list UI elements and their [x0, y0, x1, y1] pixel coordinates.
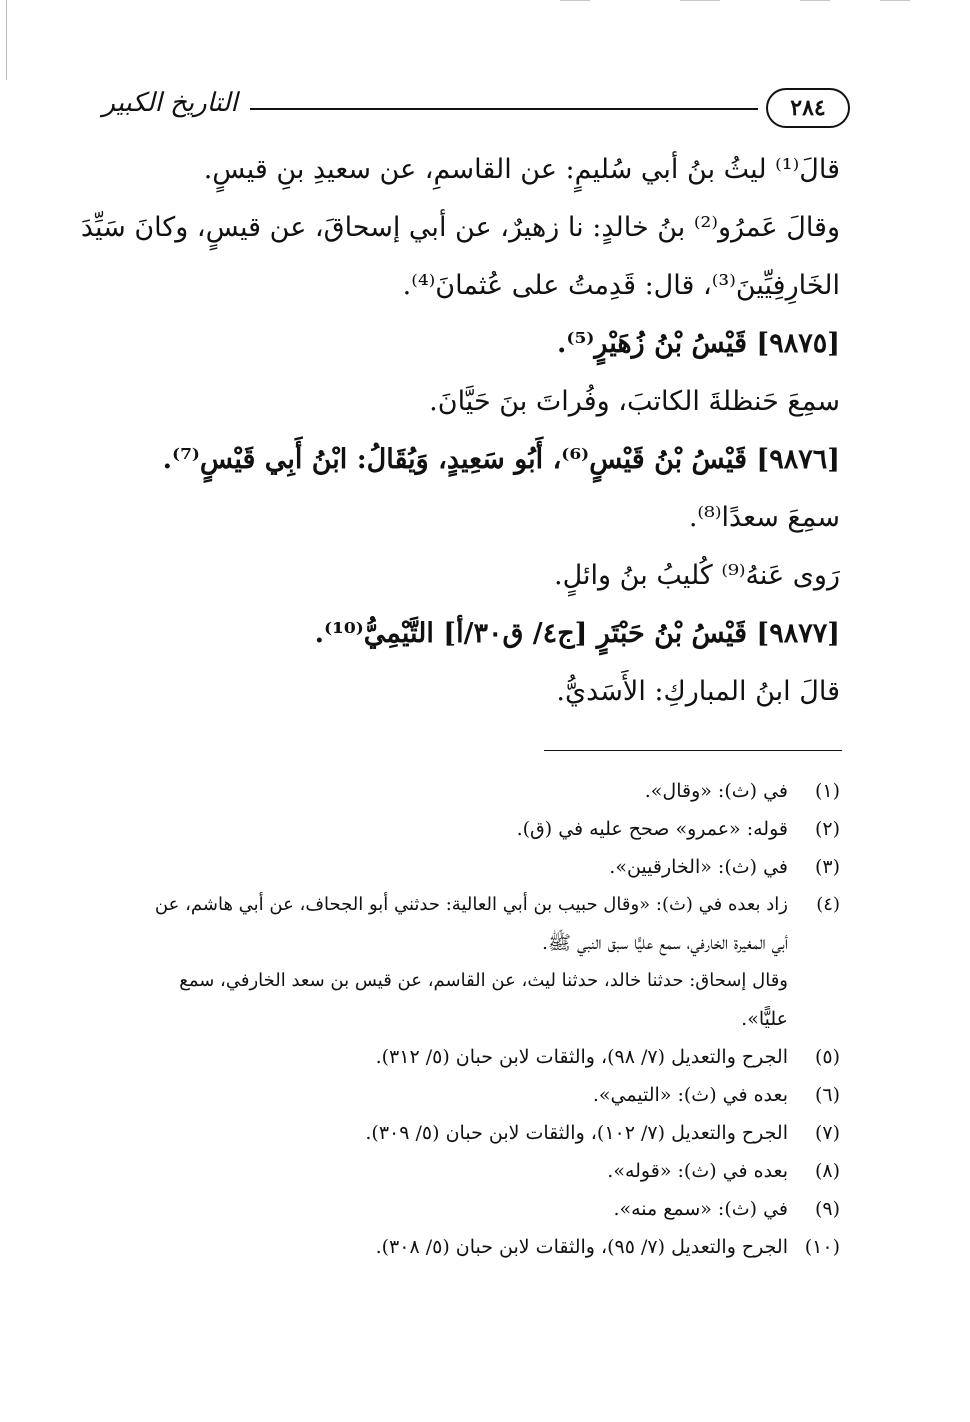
- footnote-mark: (٦): [814, 1084, 840, 1106]
- footnote-text: بعده في (ث): «التيمي».: [592, 1084, 788, 1106]
- footnote-text: الجرح والتعديل (٧/ ٩٥)، والثقات لابن حبان (٥/ ٣٠٨).: [375, 1236, 788, 1258]
- footnote-mark: (٢): [814, 818, 840, 840]
- text-line: قالَ ابنُ المباركِ: الأَسَديُّ.: [556, 676, 840, 707]
- footnote-mark: (٥): [814, 1046, 840, 1068]
- footnote: [100, 1114, 840, 1152]
- entry-heading-9876: [٩٨٧٦] قَيْسُ بْنُ قَيْسٍ⁽⁶⁾، أَبُو سَعِيدٍ، وَيُقَالُ: ابْنُ أَبِي قَيْسٍ⁽⁷⁾.: [162, 444, 840, 475]
- text-line: وقالَ عَمرُو⁽²⁾ بنُ خالدٍ: نا زهيرٌ، عن أبي إسحاقَ، عن قيسٍ، وكانَ سَيِّدَ: [80, 212, 840, 243]
- text-line: سمِعَ سعدًا⁽⁸⁾.: [688, 502, 840, 533]
- footnote-text: في (ث): «وقال».: [644, 780, 788, 802]
- text-line: الخَارِفِيِّينَ⁽³⁾، قال: قَدِمتُ على عُثمانَ⁽⁴⁾.: [402, 270, 840, 301]
- scan-mark: [560, 0, 590, 1]
- footnote-mark: (١): [814, 780, 840, 802]
- footnote: [100, 1152, 840, 1190]
- text-line: قالَ⁽¹⁾ ليثُ بنُ أبي سُليمٍ: عن القاسمِ، عن سعيدِ بنِ قيسٍ.: [203, 154, 840, 185]
- footnote: [100, 772, 840, 810]
- scan-mark: [880, 0, 910, 1]
- footnote-separator: [544, 750, 842, 751]
- text-line: رَوى عَنهُ⁽⁹⁾ كُليبُ بنُ وائلٍ.: [554, 560, 840, 591]
- footnote: [100, 810, 840, 848]
- footnote-text: في (ث): «الخارقيين».: [609, 856, 788, 878]
- footnote-text: زاد بعده في (ث): «وقال حبيب بن أبي العالية: حدثني أبو الجحاف، عن أبي هاشم، عن: [154, 894, 788, 915]
- footnote-mark: (١٠): [804, 1236, 840, 1258]
- entry-heading-9875: [٩٨٧٥] قَيْسُ بْنُ زُهَيْرٍ⁽⁵⁾.: [557, 328, 840, 359]
- scan-mark: [680, 0, 720, 1]
- footnote-text: الجرح والتعديل (٧/ ٩٨)، والثقات لابن حبان (٥/ ٣١٢).: [375, 1046, 788, 1068]
- footnote-text: بعده في (ث): «قوله».: [607, 1160, 788, 1182]
- footnote: [100, 848, 840, 886]
- footnote: [100, 1228, 840, 1266]
- footnote: [100, 1076, 840, 1114]
- page-header: [100, 86, 850, 130]
- footnote-mark: (٩): [814, 1198, 840, 1220]
- entry-heading-9877: [٩٨٧٧] قَيْسُ بْنُ حَبْتَرٍ [ج٤/ ق٣٠/أ] التَّيْمِيُّ⁽¹⁰⁾.: [314, 618, 840, 649]
- footnote-text: قوله: «عمرو» صحح عليه في (ق).: [516, 818, 788, 840]
- footnote-continuation: وقال إسحاق: حدثنا خالد، حدثنا ليث، عن القاسم، عن قيس بن سعد الخارفي، سمع: [179, 970, 788, 991]
- footnote-mark: (٤): [816, 894, 840, 915]
- main-text: [80, 150, 840, 730]
- footnote-mark: (٨): [814, 1160, 840, 1182]
- footnote: [100, 886, 840, 924]
- scan-edge: [6, 0, 7, 80]
- footnote-text: الجرح والتعديل (٧/ ١٠٢)، والثقات لابن حبان (٥/ ٣٠٩).: [365, 1122, 788, 1144]
- footnote-continuation: أبي المغيرة الخارفي، سمع عليًّا سبق النبي ﷺ.: [542, 932, 788, 954]
- footnote-text: في (ث): «سمع منه».: [613, 1198, 788, 1220]
- scan-mark: [800, 0, 830, 1]
- running-title: التاريخ الكبير: [102, 88, 238, 118]
- footnote-continuation: عليًّا».: [741, 1008, 788, 1030]
- footnote-mark: (٣): [814, 856, 840, 878]
- text-line: سمِعَ حَنظلةَ الكاتبَ، وفُراتَ بنَ حَيَّانَ.: [429, 386, 840, 417]
- page-number: ٢٨٤: [766, 88, 850, 128]
- header-rule: [250, 108, 758, 110]
- footnote-mark: (٧): [814, 1122, 840, 1144]
- footnote: [100, 1190, 840, 1228]
- footnote: [100, 1038, 840, 1076]
- footnotes: [100, 772, 840, 1266]
